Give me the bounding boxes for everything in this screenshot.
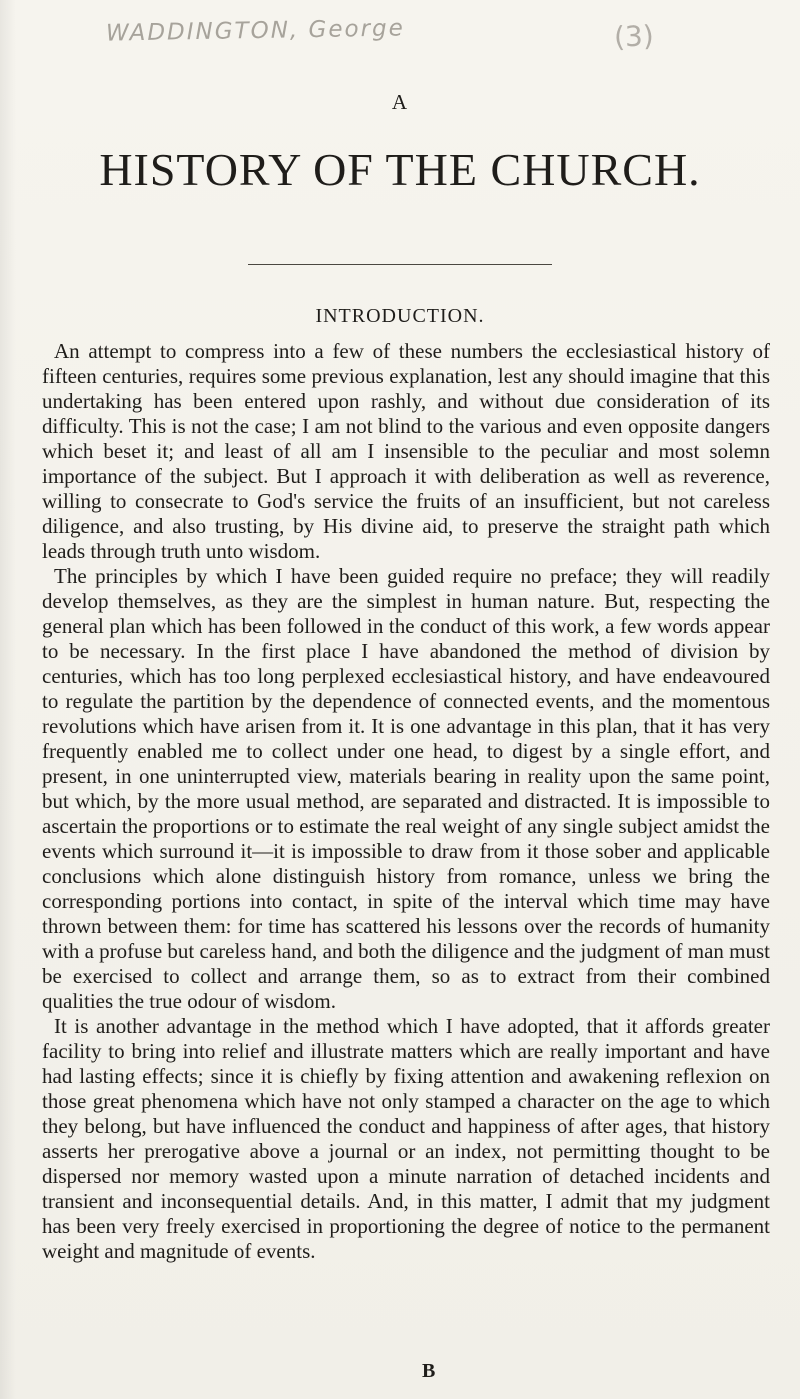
title-divider bbox=[248, 264, 552, 265]
page-title: HISTORY OF THE CHURCH. bbox=[99, 144, 701, 195]
handwritten-annotation: WADDINGTON, George bbox=[105, 15, 406, 47]
paragraph: It is another advantage in the method which I have adopted, that it affords greater facility to bring into relief and illustrate matters which are really important and have had lasting effects; since it is chiefly by fixing attention and awakening reflexion on those great phenomena which have not only stamped a character on the age to which they belong, but have influenced the conduct and happiness of after ages, that history asserts her prerogative above a journal or an index, not permitting thought to be dispersed nor memory wasted upon a minute narration of detached incidents and transient and inconsequential details. And, in this matter, I admit that my judgment has been very freely exercised in proportioning the degree of notice to the permanent weight and magnitude of events. bbox=[42, 1014, 770, 1263]
body-text bbox=[42, 339, 770, 1264]
paragraph: The principles by which I have been guided require no preface; they will readily develop themselves, as they are the simplest in human nature. But, respecting the general plan which has been followed in the conduct of this work, a few words appear to be necessary. In the first place I have abandoned the method of division by centuries, which has too long perplexed ecclesiastical history, and have endeavoured to regulate the partition by the dependence of connected events, and the momentous revolutions which have arisen from it. It is one advantage in this plan, that it has very frequently enabled me to collect under one head, to digest by a single effort, and present, in one uninterrupted view, materials bearing in reality upon the same point, but which, by the more usual method, are separated and distracted. It is impossible to ascertain the proportions or to estimate the real weight of any single subject amidst the events which surround it—it is impossible to draw from it those sober and applicable conclusions which alone distinguish history from romance, unless we bring the corresponding portions into contact, in spite of the interval which time may have thrown between them: for time has scattered his lessons over the records of humanity with a profuse but careless hand, and both the diligence and the judgment of man must be exercised to collect and arrange them, so as to extract from their combined qualities the true odour of wisdom. bbox=[42, 564, 770, 1013]
article-marker: A bbox=[391, 90, 409, 114]
paragraph: An attempt to compress into a few of these numbers the ecclesiastical history of fifteen centuries, requires some previous explanation, lest any should imagine that this undertaking has been entered upon rashly, and without due consideration of its difficulty. This is not the case; I am not blind to the various and even opposite dangers which beset it; and least of all am I insensible to the peculiar and most solemn importance of the subject. But I approach it with deliberation as well as reverence, willing to consecrate to God's service the fruits of an insufficient, but not careless diligence, and also trusting, by His divine aid, to preserve the straight path which leads through truth unto wisdom. bbox=[42, 339, 770, 563]
page-mark: (3) bbox=[613, 19, 655, 54]
signature-mark: B bbox=[422, 1360, 436, 1382]
section-heading: INTRODUCTION. bbox=[315, 305, 485, 327]
page-edge-shadow bbox=[0, 0, 16, 1399]
